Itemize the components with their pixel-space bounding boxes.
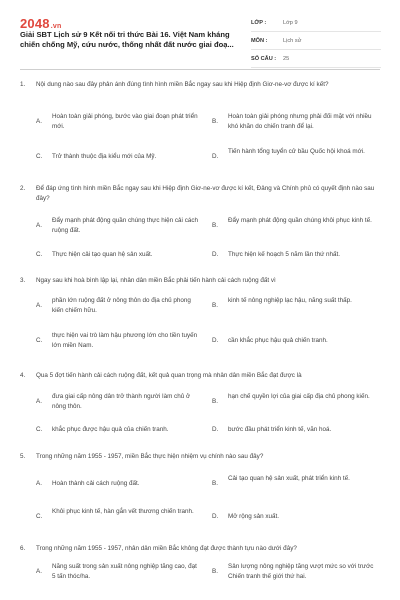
option-letter: B.	[212, 222, 218, 229]
option-text: Sản lượng nông nghiệp tăng vượt mức so với trước Chiến tranh thế giới thứ hai.	[228, 563, 374, 580]
option-text: phần lớn ruộng đất ở nông thôn do địa chủ phong kiến chiếm hữu.	[52, 297, 191, 314]
option-letter: B.	[212, 118, 218, 125]
option-letter: D.	[212, 426, 219, 433]
question-stem: Để đáp ứng tình hình miền Bắc ngay sau khi Hiệp định Giơ-ne-vơ được kí kết, Đảng và Chính phủ có quyết định nào sau đây?	[36, 185, 375, 202]
meta-grade-label: LỚP :	[251, 19, 267, 26]
option-letter: C.	[36, 513, 43, 520]
question-number: 2.	[20, 185, 26, 192]
question-stem: Trong những năm 1955 - 1957, miền Bắc thực hiện nhiệm vụ chính nào sau đây?	[36, 453, 264, 460]
site-logo[interactable]	[20, 16, 61, 31]
option-letter: D.	[212, 513, 219, 520]
option-text: Khôi phục kinh tế, hàn gắn vết thương chiến tranh.	[52, 508, 194, 515]
logo-brand: 2048	[20, 16, 50, 31]
option-letter: A.	[36, 222, 42, 229]
option-letter: A.	[36, 398, 42, 405]
meta-count-value: 25	[283, 55, 290, 62]
document-title: Giải SBT Lịch sử 9 Kết nối tri thức Bài 16. Việt Nam kháng chiến chống Mỹ, cứu nước, thống nhất đất nước giai đoạ...	[20, 30, 234, 49]
question-stem: Nội dung nào sau đây phản ánh đúng tình hình miền Bắc ngay sau khi Hiệp định Giơ-ne-vơ được kí kết?	[36, 81, 329, 88]
question-2	[20, 184, 380, 268]
header	[0, 0, 400, 64]
option-text: Thực hiện kế hoạch 5 năm lần thứ nhất.	[228, 251, 341, 258]
option-text: thực hiện vai trò làm hậu phương lớn cho tiền tuyến lớn miền Nam.	[52, 332, 198, 349]
option-letter: B.	[212, 568, 218, 575]
question-stem: Trong những năm 1955 - 1957, nhân dân miền Bắc không đạt được thành tựu nào dưới đây?	[36, 545, 297, 552]
option-letter: A.	[36, 118, 42, 125]
option-text: Năng suất trong sản xuất nông nghiệp tăng cao, đạt 5 tấn thóc/ha.	[52, 563, 197, 580]
header-divider	[20, 69, 380, 70]
option-letter: B.	[212, 302, 218, 309]
question-number: 6.	[20, 545, 26, 552]
option-text: cần khắc phục hậu quả chiến tranh.	[228, 337, 328, 344]
meta-grade-row	[251, 14, 381, 32]
question-number: 5.	[20, 453, 26, 460]
question-5	[20, 452, 380, 532]
question-stem: Ngay sau khi hoà bình lập lại, nhân dân miền Bắc phải tiến hành cải cách ruộng đất vì	[36, 277, 276, 284]
question-number: 4.	[20, 372, 26, 379]
option-text: Tiến hành tổng tuyển cử bầu Quốc hội khoá mới.	[228, 148, 365, 155]
option-text: Hoàn thành cải cách ruộng đất.	[52, 480, 140, 487]
meta-subject-row	[251, 32, 381, 50]
option-text: đưa giai cấp nông dân trở thành người làm chủ ở nông thôn.	[52, 393, 191, 410]
option-text: khắc phục được hậu quả của chiến tranh.	[52, 426, 169, 433]
option-text: Trở thành thuộc địa kiểu mới của Mỹ.	[52, 153, 157, 160]
meta-count-row	[251, 50, 381, 68]
meta-grade-value: Lớp 9	[283, 19, 298, 26]
option-text: hạn chế quyền lợi của giai cấp địa chủ phong kiến.	[228, 393, 370, 400]
option-text: Hoàn toàn giải phóng, bước vào giai đoạn phát triển mới.	[52, 113, 198, 130]
question-4	[20, 371, 380, 443]
option-text: Thực hiện cải tạo quan hệ sản xuất.	[52, 251, 153, 258]
option-text: bước đầu phát triển kinh tế, văn hoá.	[228, 426, 332, 433]
option-text: Cải tạo quan hệ sản xuất, phát triển kinh tế.	[228, 475, 350, 482]
option-letter: A.	[36, 480, 42, 487]
meta-subject-value: Lịch sử	[283, 37, 302, 44]
option-text: Hoàn toàn giải phóng nhưng phải đối mặt với nhiều khó khăn do chiến tranh để lại.	[228, 113, 372, 130]
option-letter: A.	[36, 302, 42, 309]
option-text: Mở rộng sản xuất.	[228, 513, 280, 520]
question-stem: Qua 5 đợt tiến hành cải cách ruộng đất, kết quả quan trọng mà nhân dân miền Bắc đạt được là	[36, 372, 302, 379]
question-number: 3.	[20, 277, 26, 284]
meta-subject-label: MÔN :	[251, 37, 268, 44]
option-letter: A.	[36, 568, 42, 575]
option-letter: B.	[212, 480, 218, 487]
question-number: 1.	[20, 81, 26, 88]
option-letter: C.	[36, 426, 43, 433]
option-text: kinh tế nông nghiệp lạc hậu, năng suất thấp.	[228, 297, 352, 304]
option-letter: D.	[212, 251, 219, 258]
question-1	[20, 80, 380, 170]
option-letter: B.	[212, 398, 218, 405]
option-letter: D.	[212, 337, 219, 344]
logo-suffix: .vn	[50, 23, 62, 30]
question-3	[20, 276, 380, 366]
option-text: Đẩy mạnh phát động quần chúng khôi phục kinh tế.	[228, 217, 372, 224]
meta-count-label: SỐ CÂU :	[251, 55, 277, 62]
meta-panel	[251, 14, 381, 68]
question-6	[20, 544, 380, 596]
option-letter: C.	[36, 337, 43, 344]
option-letter: D.	[212, 153, 219, 160]
option-letter: C.	[36, 153, 43, 160]
option-letter: C.	[36, 251, 43, 258]
option-text: Đẩy mạnh phát động quần chúng thực hiện cải cách ruộng đất.	[52, 217, 198, 234]
